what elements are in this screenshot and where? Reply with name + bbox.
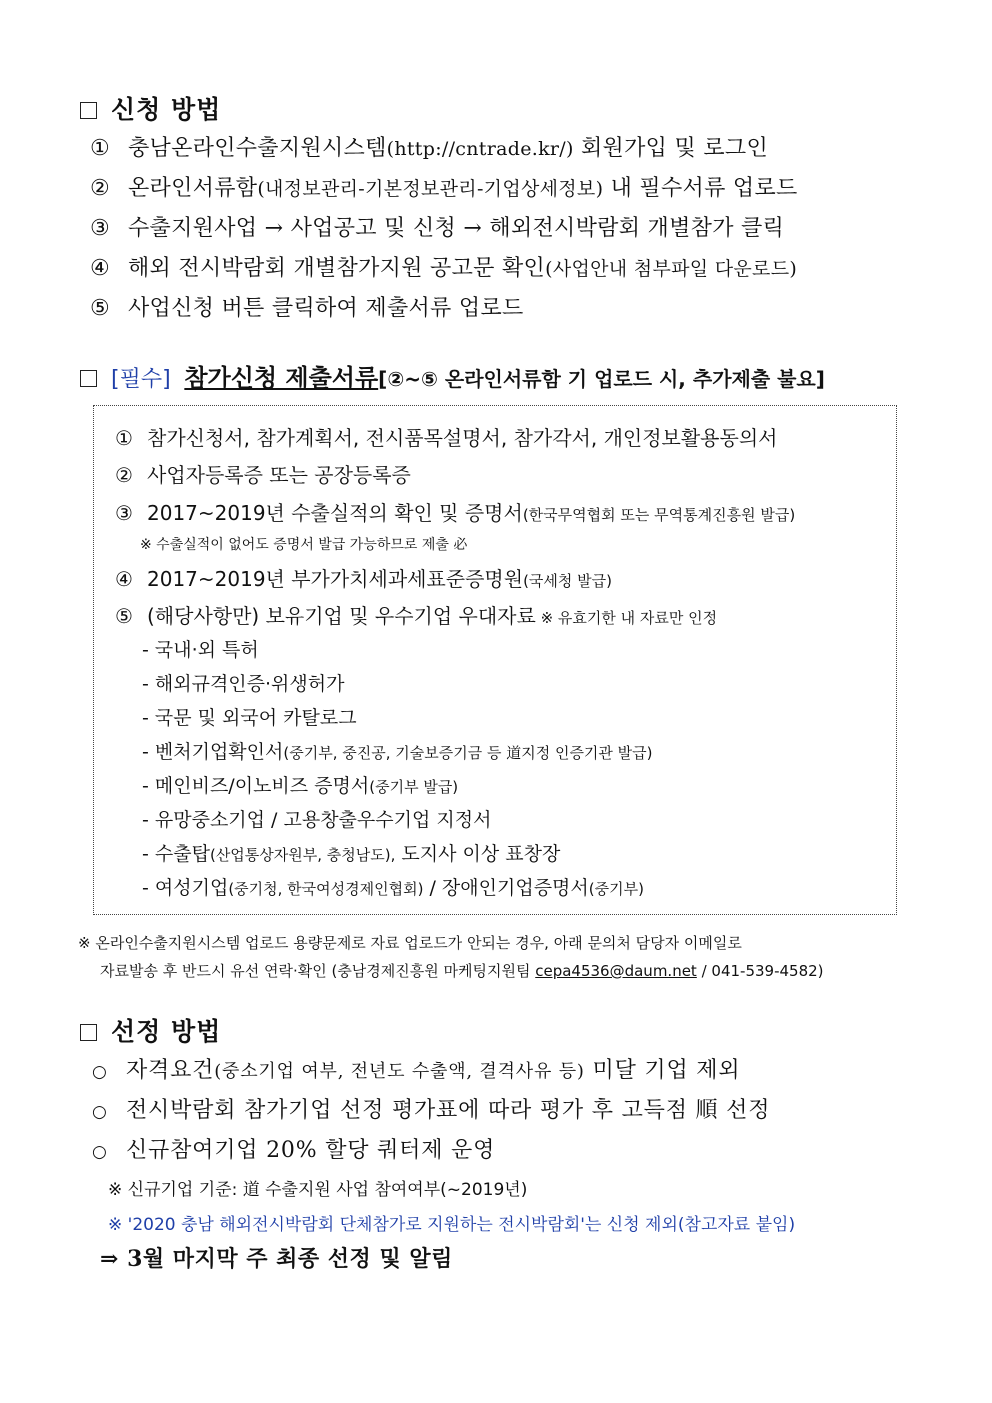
selection-bullet-2: ○ 전시박람회 참가기업 선정 평가표에 따라 평가 후 고득점 順 선정 [92,1098,771,1123]
apply-step-4: ④ 해외 전시박람회 개별참가지원 공고문 확인(사업안내 첨부파일 다운로드) [90,256,798,281]
document-subitem: - 수출탑(산업통상자원부, 충청남도), 도지사 이상 표창장 [142,843,561,865]
documents-header [80,358,825,393]
documents-title-note: [②~⑤ 온라인서류함 기 업로드 시, 추가제출 불요] [378,367,825,391]
apply-step-2: ② 온라인서류함(내정보관리-기본정보관리-기업상세정보) 내 필수서류 업로드 [90,176,798,201]
upload-note-line-1: ※ 온라인수출지원시스템 업로드 용량문제로 자료 업로드가 안되는 경우, 아래 문의처 담당자 이메일로 [78,934,742,952]
checkbox-square-icon [80,370,97,387]
checkbox-square-icon [80,102,97,119]
selection-bullet-3: ○ 신규참여기업 20% 할당 쿼터제 운영 [92,1138,496,1163]
upload-note-line-2: 자료발송 후 반드시 유선 연락·확인 (충남경제진흥원 마케팅지원팀 cepa4536@daum.net / 041-539-4582) [100,962,824,980]
document-subitem: - 유망중소기업 / 고용창출우수기업 지정서 [142,809,492,831]
apply-step-5: ⑤ 사업신청 버튼 클릭하여 제출서류 업로드 [90,296,524,321]
required-tag: [필수] [111,367,171,392]
document-item-3: ③ 2017~2019년 수출실적의 확인 및 증명서(한국무역협회 또는 무역통계진흥원 발급) [115,501,796,525]
document-subitem: - 국문 및 외국어 카탈로그 [142,707,357,729]
contact-email-link[interactable]: cepa4536@daum.net [535,962,697,980]
new-company-criteria-note: ※ 신규기업 기준: 道 수출지원 사업 참여여부(~2019년) [108,1180,528,1200]
exclusion-note: ※ '2020 충남 해외전시박람회 단체참가로 지원하는 전시박람회'는 신청 제외(참고자료 붙임) [108,1215,796,1235]
selection-title: 선정 방법 [111,1017,222,1046]
document-subitem: - 국내·외 특허 [142,639,259,661]
document-subitem: - 벤처기업확인서(중기부, 중진공, 기술보증기금 등 道지정 인증기관 발급) [142,741,653,763]
documents-title: 참가신청 제출서류 [184,364,379,392]
checkbox-square-icon [80,1024,97,1041]
document-item-4: ④ 2017~2019년 부가가치세과세표준증명원(국세청 발급) [115,567,613,591]
document-subitem: - 메인비즈/이노비즈 증명서(중기부 발급) [142,775,459,797]
document-subitem: - 여성기업(중기청, 한국여성경제인협회) / 장애인기업증명서(중기부) [142,877,644,899]
selection-bullet-1: ○ 자격요건(중소기업 여부, 전년도 수출액, 결격사유 등) 미달 기업 제외 [92,1058,741,1083]
document-item-2: ② 사업자등록증 또는 공장등록증 [115,463,411,487]
selection-header [80,1012,221,1048]
document-subitem: - 해외규격인증·위생허가 [142,673,345,695]
document-item-5: ⑤ (해당사항만) 보유기업 및 우수기업 우대자료 ※ 유효기한 내 자료만 인정 [115,604,718,628]
document-item-3-note: ※ 수출실적이 없어도 증명서 발급 가능하므로 제출 必 [140,537,468,553]
apply-step-1: ① 충남온라인수출지원시스템(http://cntrade.kr/) 회원가입 및 로그인 [90,136,768,161]
final-selection-notice: ⇒ 3월 마지막 주 최종 선정 및 알림 [100,1246,453,1272]
apply-method-header [80,90,221,126]
apply-method-title: 신청 방법 [111,95,222,124]
apply-step-3: ③ 수출지원사업 → 사업공고 및 신청 → 해외전시박람회 개별참가 클릭 [90,216,785,241]
document-item-1: ① 참가신청서, 참가계획서, 전시품목설명서, 참가각서, 개인정보활용동의서 [115,426,778,450]
